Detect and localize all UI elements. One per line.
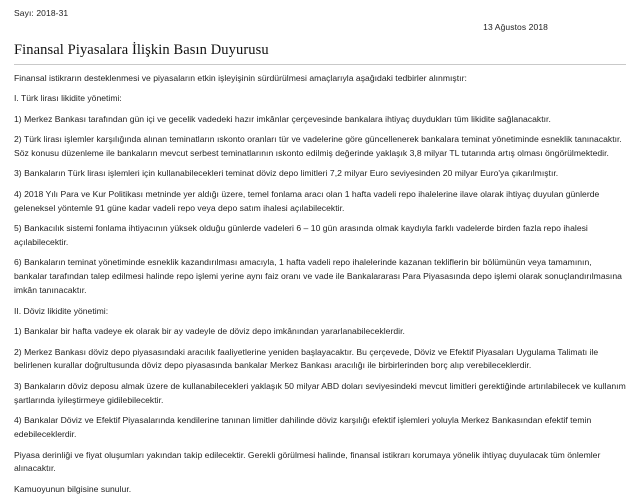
- section-2-item-2: 2) Merkez Bankası döviz depo piyasasındaki aracılık faaliyetlerine yeniden başlayacaktır. Bu çerçevede, Döviz ve Efektif Piyasaları Uygulama Talimatı ile belirlenen kurallar doğrultusunda döviz depo piyasasında bankalar Merkez Bankası aracılığı ile birbirlerinden borç alıp verebileceklerdir.: [14, 346, 599, 371]
- signoff-paragraph: Kamuoyunun bilgisine sunulur.: [14, 483, 132, 494]
- section-1-item-4: 4) 2018 Yılı Para ve Kur Politikası metninde yer aldığı üzere, temel fonlama aracı olan 1 hafta vadeli repo ihalelerine ilave olarak ihtiyaç duyulan günlerde geleneksel yöntemle 91 güne kadar vadeli repo veya depo satım ihalesi açılabilecektir.: [14, 188, 600, 213]
- section-1-item-5: 5) Bankacılık sistemi fonlama ihtiyacının yüksek olduğu günlerde vadeleri 6 – 10 gün arasında olmak kaydıyla farklı vadelerde birden fazla repo ihalesi açılabilecektir.: [14, 223, 588, 247]
- document-number: Sayı: 2018-31: [14, 8, 69, 18]
- document-date: 13 Ağustos 2018: [483, 22, 548, 32]
- title-divider: [14, 64, 626, 65]
- section-1-item-3: 3) Bankaların Türk lirası işlemleri için kullanabilecekleri teminat döviz depo limitleri 7,2 milyar Euro seviyesinden 20 milyar Euro'ya çıkarılmıştır.: [14, 168, 559, 179]
- section-1-item-6: 6) Bankaların teminat yönetiminde esneklik kazandırılması amacıyla, 1 hafta vadeli repo ihalelerinde kazanan tekliflerin bir bölümünün veya tamamının, bankalar tarafından talep edilmesi halinde repo işlemi yerine aynı faiz oranı ve vade ile Bankalararası Para Piyasasında depo işlemi olarak sonuçlandırılmasına imkân tanınacaktır.: [14, 257, 622, 296]
- section-1-item-1: 1) Merkez Bankası tarafından gün içi ve gecelik vadedeki hazır imkânlar çerçevesinde bankalara ihtiyaç duydukları tüm likidite sağlanacaktır.: [14, 113, 551, 124]
- section-1-item-2: 2) Türk lirası işlemler karşılığında alınan teminatların ıskonto oranları tür ve vadelerine göre güncellenerek bankalara teminat yönetiminde esneklik tanınacaktır. Söz konusu düzenleme ile bankaların mevcut serbest teminatlarının ıskonto edilmiş değerinde yaklaşık 3,8 milyar TL tutarında artış olması öngörülmektedir.: [14, 133, 622, 158]
- document-meta: [14, 8, 626, 32]
- section-heading-2: II. Döviz likidite yönetimi:: [14, 305, 109, 316]
- section-2-item-3: 3) Bankaların döviz deposu almak üzere de kullanabilecekleri yaklaşık 50 milyar ABD doları seviyesindeki mevcut limitleri gerektiğinde artırılabilecek ve kullanım şartlarında iyileştirmeye gidilebilecektir.: [14, 380, 626, 405]
- closing-paragraph: Piyasa derinliği ve fiyat oluşumları yakından takip edilecektir. Gerekli görülmesi halinde, finansal istikrarı korumaya yönelik ihtiyaç duyulacak tüm önlemler alınacaktır.: [14, 449, 601, 474]
- page-title: Finansal Piyasalara İlişkin Basın Duyurusu: [14, 42, 269, 58]
- section-heading-1: I. Türk lirası likidite yönetimi:: [14, 93, 122, 104]
- section-2-item-4: 4) Bankalar Döviz ve Efektif Piyasalarında kendilerine tanınan limitler dahilinde döviz karşılığı efektif işlemleri yoluyla Merkez Bankasından efektif temin edebileceklerdir.: [14, 415, 592, 440]
- intro-paragraph: Finansal istikrarın desteklenmesi ve piyasaların etkin işleyişinin sürdürülmesi amaçlarıyla aşağıdaki tedbirler alınmıştır:: [14, 72, 467, 83]
- section-2-item-1: 1) Bankalar bir hafta vadeye ek olarak bir ay vadeyle de döviz depo imkânından yararlanabileceklerdir.: [14, 326, 405, 337]
